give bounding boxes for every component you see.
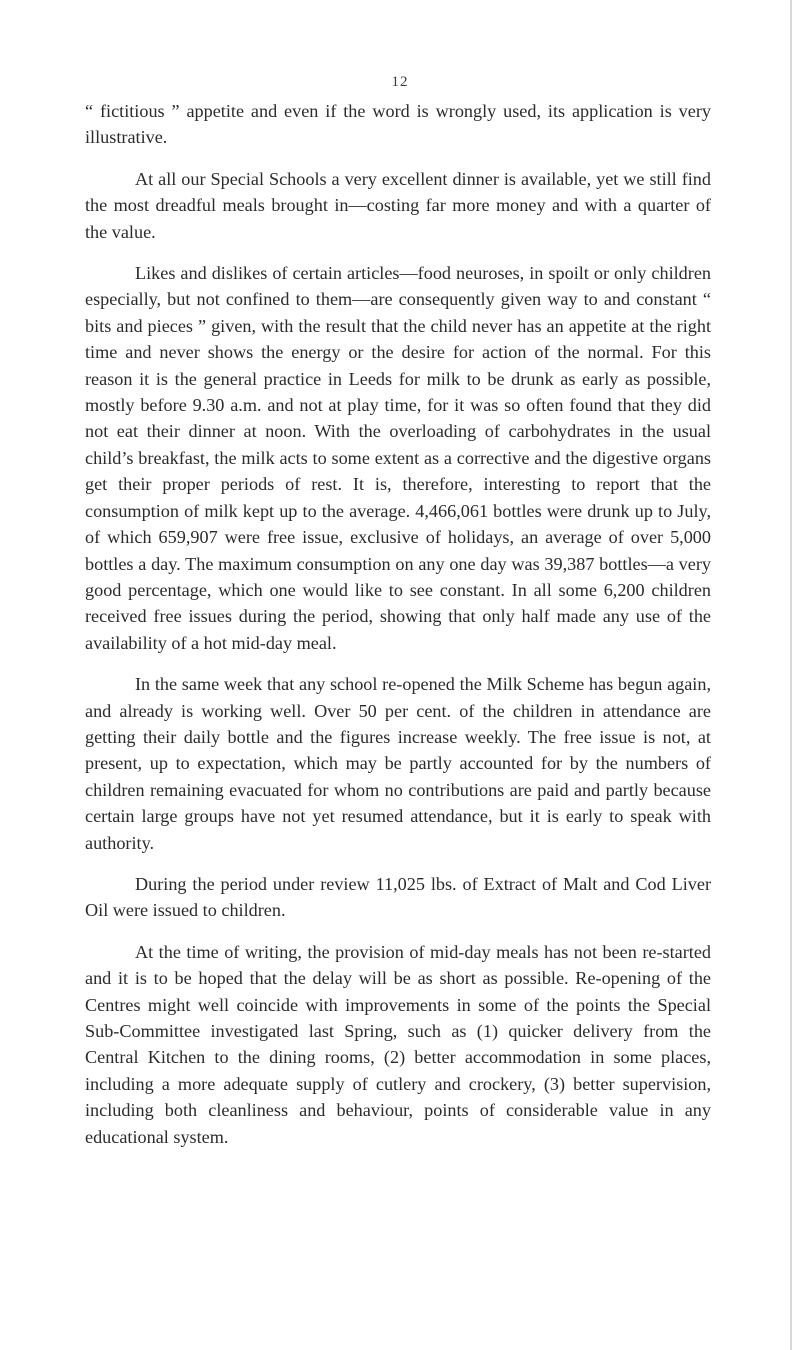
paragraph-malt-cod-liver-oil: During the period under review 11,025 lbs. of Extract of Malt and Cod Liver Oil were issued to children.	[85, 873, 711, 921]
paragraph-mid-day-meals: At the time of writing, the provision of mid-day meals has not been re-started and it is to be hoped that the delay will be as short as possible. Re-opening of the Centres might well coincide with improvements in some of the points the Special Sub-Committee investigated last Spring, such as (1) quicker delivery from the Central Kitchen to the dining rooms, (2) better accommodation in some places, including a more adequate supply of cutlery and crockery, (3) better supervision, including both cleanliness and behaviour, points of considerable value in any educational system.	[85, 941, 711, 1147]
paragraph-milk-scheme: In the same week that any school re-opened the Milk Scheme has begun again, and already is working well. Over 50 per cent. of the children in attendance are getting their daily bottle and the figures increase weekly. The free issue is not, at present, up to expectation, which may be partly accounted for by the numbers of children remaining evacuated for whom no contributions are paid and partly because certain large groups have not yet resumed attendance, but it is early to speak with authority.	[85, 674, 711, 853]
paragraph-milk-consumption: Likes and dislikes of certain articles—food neuroses, in spoilt or only children especially, but not confined to them—are consequently given way to and constant “ bits and pieces ” given, with the result that the child never has an appetite at the right time and never shows the energy or the desire for action of the normal. For this reason it is the general practice in Leeds for milk to be drunk as early as possible, mostly before 9.30 a.m. and not at play time, for it was so often found that they did not eat their dinner at noon. With the overloading of carbohydrates in the usual child’s breakfast, the milk acts to some extent as a corrective and the digestive organs get their proper periods of rest. It is, therefore, interesting to report that the consumption of milk kept up to the average. 4,466,061 bottles were drunk up to July, of which 659,907 were free issue, exclusive of holidays, an average of over 5,000 bottles a day. The maximum consumption on any one day was 39,387 bottles—a very good percentage, which one would like to see constant. In all some 6,200 children received free issues during the period, showing that only half made any use of the availability of a hot mid-day meal.	[85, 263, 711, 653]
body-text	[85, 98, 711, 1150]
page-edge-line	[790, 0, 792, 1350]
paragraph-continued: “ fictitious ” appetite and even if the word is wrongly used, its application is very illustrative.	[85, 101, 711, 148]
page-number: 12	[391, 74, 409, 90]
paragraph-special-schools: At all our Special Schools a very excellent dinner is available, yet we still find the most dreadful meals brought in—costing far more money and with a quarter of the value.	[85, 168, 711, 242]
